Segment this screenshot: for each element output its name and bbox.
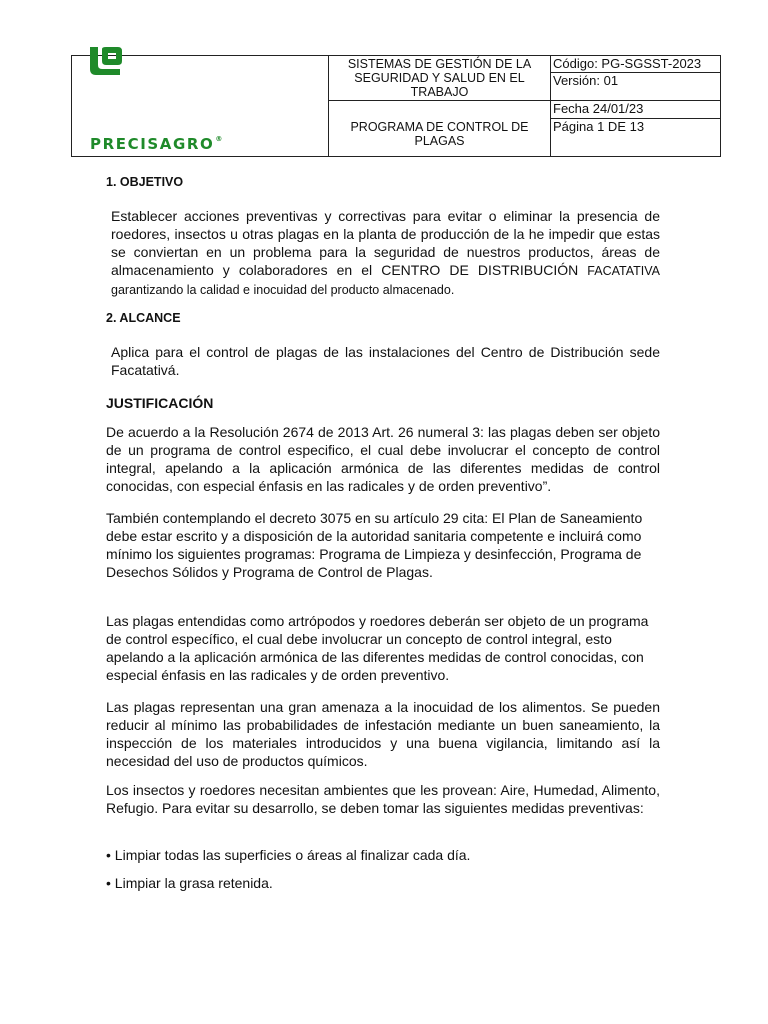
logo-wordmark — [90, 135, 224, 153]
justificacion-paragraph: Las plagas representan una gran amenaza a la inocuidad de los alimentos. Se pueden reducir al mínimo las probabilidades de infestación mediante un buen saneamiento, la inspección de los materiales introducidos y una buena vigilancia, limitando así la necesidad del uso de productos químicos. — [106, 699, 660, 769]
list-item: • Limpiar todas las superficies o áreas al finalizar cada día. — [106, 847, 471, 863]
justificacion-paragraph: Los insectos y roedores necesitan ambientes que les provean: Aire, Humedad, Alimento, Refugio. Para evitar su desarrollo, se deben tomar las siguientes medidas preventivas: — [106, 782, 660, 816]
document-version: Versión: 01 — [551, 73, 720, 101]
justificacion-paragraph: De acuerdo a la Resolución 2674 de 2013 Art. 26 numeral 3: las plagas deben ser objeto de un programa de control especifico, el cual debe involucrar el concepto de control integral, apelando a la aplicación armónica de las diferentes medidas de control conocidas, con especial énfasis en las radicales y de orden preventivo”. — [106, 424, 660, 494]
objetivo-text-main: Establecer acciones preventivas y correctivas para evitar o eliminar la presencia de roedores, insectos u otras plagas en la planta de producción de la he impedir que estas se conviertan en un problema para la seguridad de nuestros productos, áreas de almacenamiento y colaboradores en el CENTRO DE DISTRIBUCIÓN — [111, 208, 660, 278]
system-title: SISTEMAS DE GESTIÓN DE LA SEGURIDAD Y SALUD EN EL TRABAJO — [329, 56, 551, 101]
logo-registered-mark: ® — [215, 135, 225, 143]
precisagro-logo-icon — [86, 45, 126, 77]
objetivo-heading: 1. OBJETIVO — [106, 175, 184, 189]
program-title: PROGRAMA DE CONTROL DE PLAGAS — [329, 101, 551, 156]
document-code: Código: PG-SGSST-2023 — [551, 56, 720, 73]
list-item: • Limpiar la grasa retenida. — [106, 875, 273, 891]
document-date: Fecha 24/01/23 — [551, 101, 720, 119]
objetivo-text — [111, 207, 660, 299]
alcance-text: Aplica para el control de plagas de las instalaciones del Centro de Distribución sede Facatativá. — [111, 344, 660, 378]
justificacion-heading: JUSTIFICACIÓN — [106, 395, 214, 411]
logo-text: PRECISAGRO — [90, 135, 215, 153]
alcance-heading: 2. ALCANCE — [106, 311, 181, 325]
justificacion-paragraph: Las plagas entendidas como artrópodos y roedores deberán ser objeto de un programa de control específico, el cual debe involucrar un concepto de control integral, esto apelando a la aplicación armónica de las diferentes medidas de control conocidas, con especial énfasis en las radicales y de orden preventivo. — [106, 613, 649, 683]
page-number: Página 1 DE 13 — [553, 119, 645, 134]
objetivo-text-tail: FACATATIVA garantizando la calidad e inocuidad del producto almacenado. — [111, 264, 660, 297]
justificacion-paragraph: También contemplando el decreto 3075 en su artículo 29 cita: El Plan de Saneamiento debe estar escrito y a disposición de la autoridad sanitaria competente e incluirá como mínimo los siguientes programas: Programa de Limpieza y desinfección, Programa de Desechos Sólidos y Programa de Control de Plagas. — [106, 510, 643, 580]
